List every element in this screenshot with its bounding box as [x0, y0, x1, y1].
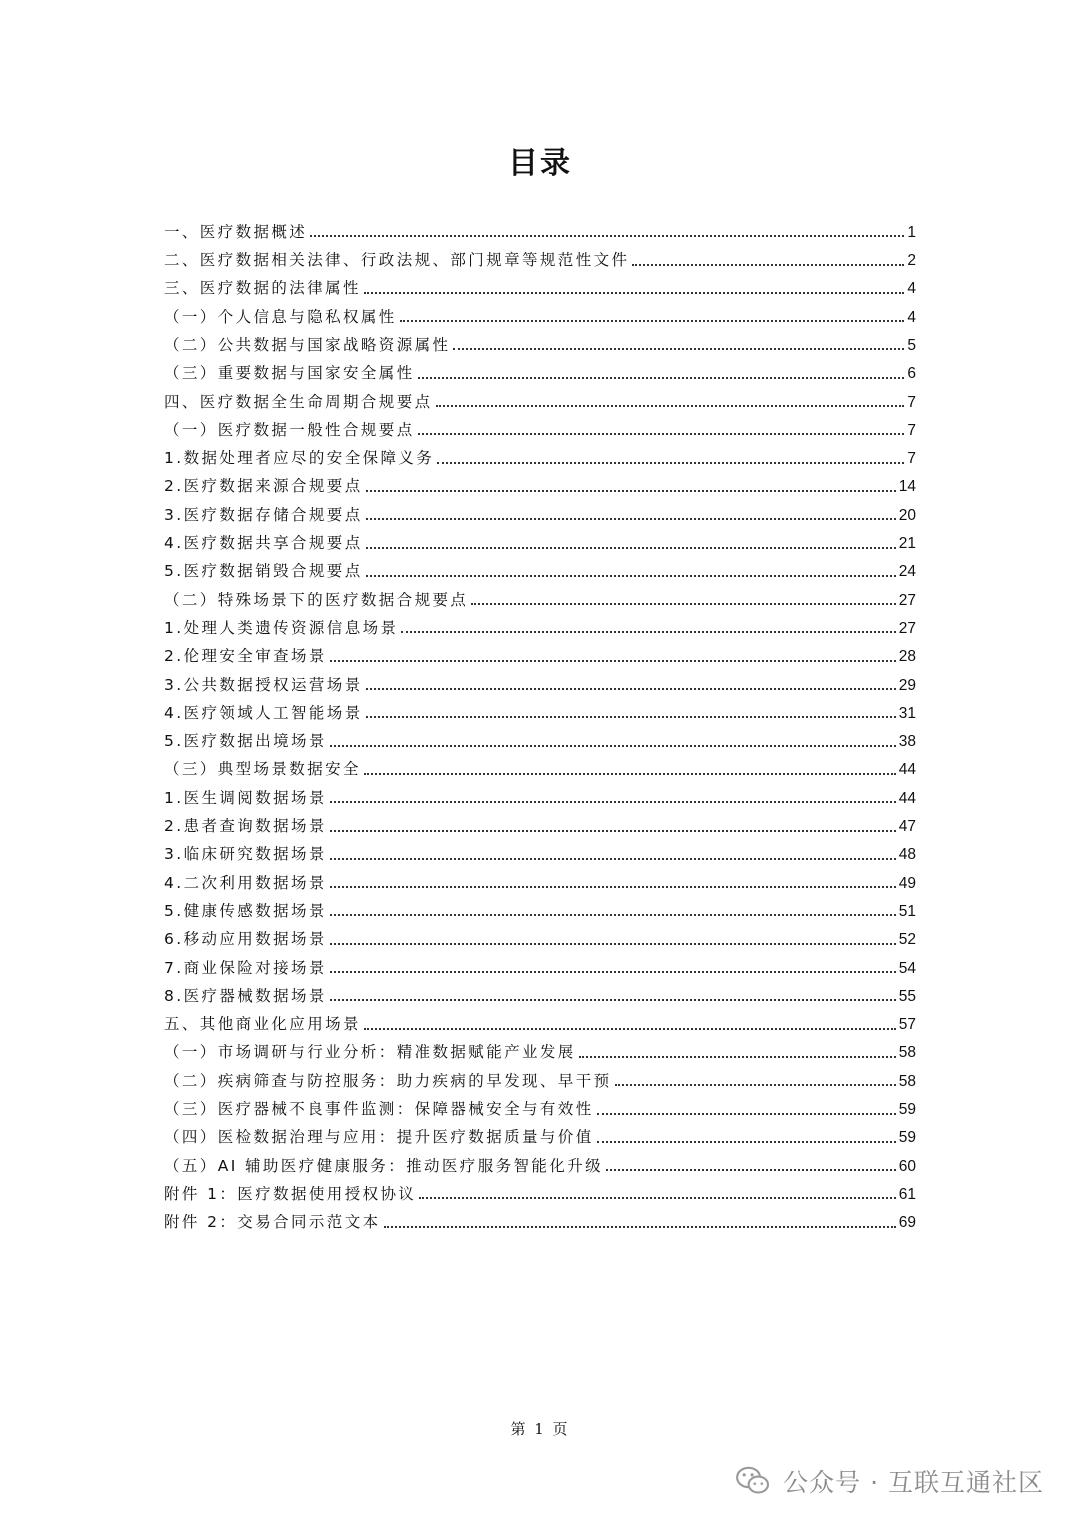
toc-entry-label: 4.医疗领域人工智能场景 — [164, 703, 363, 722]
toc-entry-label: （二）特殊场景下的医疗数据合规要点 — [164, 590, 469, 609]
toc-dot-leader — [310, 235, 904, 237]
wechat-icon — [735, 1466, 771, 1496]
toc-dot-leader — [330, 886, 896, 888]
toc-entry-label: 3.公共数据授权运营场景 — [164, 675, 363, 694]
toc-entry[interactable] — [164, 1206, 916, 1234]
toc-dot-leader — [400, 320, 905, 322]
toc-entry[interactable] — [164, 952, 916, 980]
toc-entry-page: 58 — [898, 1044, 916, 1062]
toc-entry[interactable] — [164, 923, 916, 951]
toc-dot-leader — [401, 631, 895, 633]
toc-dot-leader — [615, 1084, 896, 1086]
toc-entry[interactable] — [164, 499, 916, 527]
toc-entry-page: 7 — [907, 393, 916, 411]
toc-entry[interactable] — [164, 301, 916, 329]
toc-entry-page: 29 — [898, 676, 916, 694]
toc-entry-label: 4.二次利用数据场景 — [164, 873, 327, 892]
toc-entry-page: 55 — [898, 987, 916, 1005]
toc-entry-page: 4 — [907, 280, 916, 298]
toc-entry[interactable] — [164, 244, 916, 272]
toc-dot-leader — [330, 971, 896, 973]
toc-entry-label: （四）医检数据治理与应用：提升医疗数据质量与价值 — [164, 1128, 594, 1147]
toc-entry[interactable] — [164, 810, 916, 838]
toc-entry[interactable] — [164, 414, 916, 442]
toc-entry-page: 49 — [898, 874, 916, 892]
toc-entry[interactable] — [164, 357, 916, 385]
toc-dot-leader — [330, 660, 896, 662]
toc-entry-label: （二）公共数据与国家战略资源属性 — [164, 335, 451, 354]
toc-entry[interactable] — [164, 612, 916, 640]
toc-entry-label: 5.医疗数据出境场景 — [164, 732, 327, 751]
toc-dot-leader — [330, 943, 896, 945]
toc-entry[interactable] — [164, 1122, 916, 1150]
toc-entry-page: 27 — [898, 591, 916, 609]
toc-entry-page: 7 — [907, 450, 916, 468]
toc-entry-label: （一）市场调研与行业分析：精准数据赋能产业发展 — [164, 1043, 576, 1062]
toc-entry-label: 1.处理人类遗传资源信息场景 — [164, 618, 399, 637]
toc-entry-page: 27 — [898, 619, 916, 637]
toc-dot-leader — [330, 745, 896, 747]
toc-entry-label: 3.临床研究数据场景 — [164, 845, 327, 864]
toc-entry[interactable] — [164, 782, 916, 810]
toc-entry-label: 二、医疗数据相关法律、行政法规、部门规章等规范性文件 — [164, 251, 630, 270]
toc-entry-page: 47 — [898, 818, 916, 836]
toc-entry[interactable] — [164, 895, 916, 923]
toc-entry-page: 6 — [907, 365, 916, 383]
toc-entry-page: 58 — [898, 1072, 916, 1090]
toc-entry[interactable] — [164, 697, 916, 725]
toc-entry-page: 51 — [898, 902, 916, 920]
toc-dot-leader — [437, 462, 904, 464]
toc-entry-label: 1.数据处理者应尽的安全保障义务 — [164, 449, 435, 468]
toc-dot-leader — [471, 603, 895, 605]
toc-entry[interactable] — [164, 1178, 916, 1206]
toc-entry-page: 24 — [898, 563, 916, 581]
toc-entry-label: 2.患者查询数据场景 — [164, 817, 327, 836]
toc-entry-page: 54 — [898, 959, 916, 977]
toc-entry-label: （五）AI 辅助医疗健康服务：推动医疗服务智能化升级 — [164, 1156, 604, 1175]
toc-entry-label: 2.医疗数据来源合规要点 — [164, 477, 363, 496]
toc-entry-page: 4 — [907, 308, 916, 326]
toc-entry-page: 60 — [898, 1157, 916, 1175]
toc-dot-leader — [364, 292, 904, 294]
toc-entry-page: 59 — [898, 1101, 916, 1118]
toc-dot-leader — [453, 348, 904, 350]
table-of-contents — [164, 216, 916, 1235]
toc-entry[interactable] — [164, 273, 916, 301]
watermark — [735, 1463, 1044, 1499]
toc-entry[interactable] — [164, 471, 916, 499]
toc-entry-label: （三）重要数据与国家安全属性 — [164, 364, 415, 383]
toc-entry-label: 8.医疗器械数据场景 — [164, 986, 327, 1005]
toc-dot-leader — [632, 264, 904, 266]
toc-entry-page: 20 — [898, 506, 916, 524]
toc-entry[interactable] — [164, 584, 916, 612]
toc-entry-label: 四、医疗数据全生命周期合规要点 — [164, 392, 433, 411]
toc-entry-page: 2 — [907, 252, 916, 270]
toc-entry-label: 一、医疗数据概述 — [164, 222, 308, 241]
toc-dot-leader — [330, 801, 896, 803]
page-number: 第 1 页 — [510, 1420, 570, 1438]
toc-entry[interactable] — [164, 669, 916, 697]
toc-dot-leader — [330, 830, 896, 832]
toc-entry-label: 5.健康传感数据场景 — [164, 901, 327, 920]
toc-entry-label: 3.医疗数据存储合规要点 — [164, 505, 363, 524]
toc-dot-leader — [366, 575, 896, 577]
toc-entry-label: 2.伦理安全审查场景 — [164, 647, 327, 666]
toc-entry[interactable] — [164, 386, 916, 414]
toc-entry[interactable] — [164, 839, 916, 867]
toc-dot-leader — [436, 405, 905, 407]
toc-entry-page: 14 — [898, 478, 916, 496]
toc-entry-page: 44 — [898, 761, 916, 779]
toc-entry[interactable] — [164, 1037, 916, 1065]
toc-dot-leader — [330, 914, 896, 916]
toc-entry[interactable] — [164, 754, 916, 782]
toc-entry-page: 1 — [907, 223, 916, 241]
toc-entry-label: 4.医疗数据共享合规要点 — [164, 534, 363, 553]
toc-dot-leader — [330, 858, 896, 860]
toc-entry-label: （一）个人信息与隐私权属性 — [164, 307, 397, 326]
toc-entry-page: 5 — [907, 336, 916, 354]
toc-dot-leader — [364, 773, 896, 775]
toc-entry-page: 21 — [898, 535, 916, 553]
toc-entry[interactable] — [164, 1093, 916, 1121]
toc-entry[interactable] — [164, 1008, 916, 1036]
toc-entry-label: （三）典型场景数据安全 — [164, 760, 361, 779]
toc-entry-page: 59 — [898, 1129, 916, 1147]
toc-entry-page: 57 — [898, 1016, 916, 1034]
toc-dot-leader — [366, 490, 896, 492]
toc-dot-leader — [606, 1169, 896, 1171]
toc-entry-label: 三、医疗数据的法律属性 — [164, 279, 361, 298]
toc-entry[interactable] — [164, 980, 916, 1008]
toc-dot-leader — [418, 377, 905, 379]
toc-entry-label: 6.移动应用数据场景 — [164, 930, 327, 949]
toc-entry[interactable] — [164, 216, 916, 244]
toc-entry-page: 38 — [898, 733, 916, 751]
toc-entry-label: 五、其他商业化应用场景 — [164, 1015, 361, 1034]
toc-dot-leader — [366, 518, 896, 520]
toc-dot-leader — [364, 1028, 896, 1030]
toc-entry[interactable] — [164, 1065, 916, 1093]
toc-entry[interactable] — [164, 640, 916, 668]
page-title: 目录 — [508, 146, 572, 181]
toc-dot-leader — [579, 1056, 896, 1058]
toc-entry-label: 7.商业保险对接场景 — [164, 958, 327, 977]
toc-entry-page: 28 — [898, 648, 916, 666]
toc-dot-leader — [597, 1113, 896, 1115]
toc-entry-page: 48 — [898, 846, 916, 864]
toc-entry[interactable] — [164, 442, 916, 470]
toc-entry-label: 附件 2：交易合同示范文本 — [164, 1213, 381, 1232]
toc-entry-label: （一）医疗数据一般性合规要点 — [164, 420, 415, 439]
toc-entry-label: （二）疾病筛查与防控服务：助力疾病的早发现、早干预 — [164, 1071, 612, 1090]
toc-dot-leader — [366, 547, 896, 549]
toc-entry[interactable] — [164, 1150, 916, 1178]
toc-entry-page: 61 — [898, 1185, 916, 1203]
watermark-text: 公众号 · 互联互通社区 — [783, 1468, 1044, 1497]
toc-dot-leader — [597, 1141, 896, 1143]
toc-entry-page: 31 — [898, 704, 916, 722]
toc-dot-leader — [330, 999, 896, 1001]
toc-entry[interactable] — [164, 527, 916, 555]
toc-entry[interactable] — [164, 867, 916, 895]
toc-dot-leader — [418, 433, 905, 435]
toc-entry-page: 7 — [907, 421, 916, 439]
toc-entry-page: 69 — [898, 1214, 916, 1232]
toc-entry-label: （三）医疗器械不良事件监测：保障器械安全与有效性 — [164, 1100, 594, 1118]
toc-dot-leader — [366, 716, 896, 718]
toc-dot-leader — [419, 1197, 895, 1199]
toc-entry-page: 52 — [898, 931, 916, 949]
toc-entry-label: 5.医疗数据销毁合规要点 — [164, 562, 363, 581]
toc-entry[interactable] — [164, 725, 916, 753]
toc-entry-label: 附件 1：医疗数据使用授权协议 — [164, 1184, 417, 1203]
toc-entry-label: 1.医生调阅数据场景 — [164, 788, 327, 807]
toc-dot-leader — [384, 1226, 896, 1228]
toc-entry-page: 44 — [898, 789, 916, 807]
toc-entry[interactable] — [164, 556, 916, 584]
toc-dot-leader — [366, 688, 896, 690]
toc-entry[interactable] — [164, 329, 916, 357]
